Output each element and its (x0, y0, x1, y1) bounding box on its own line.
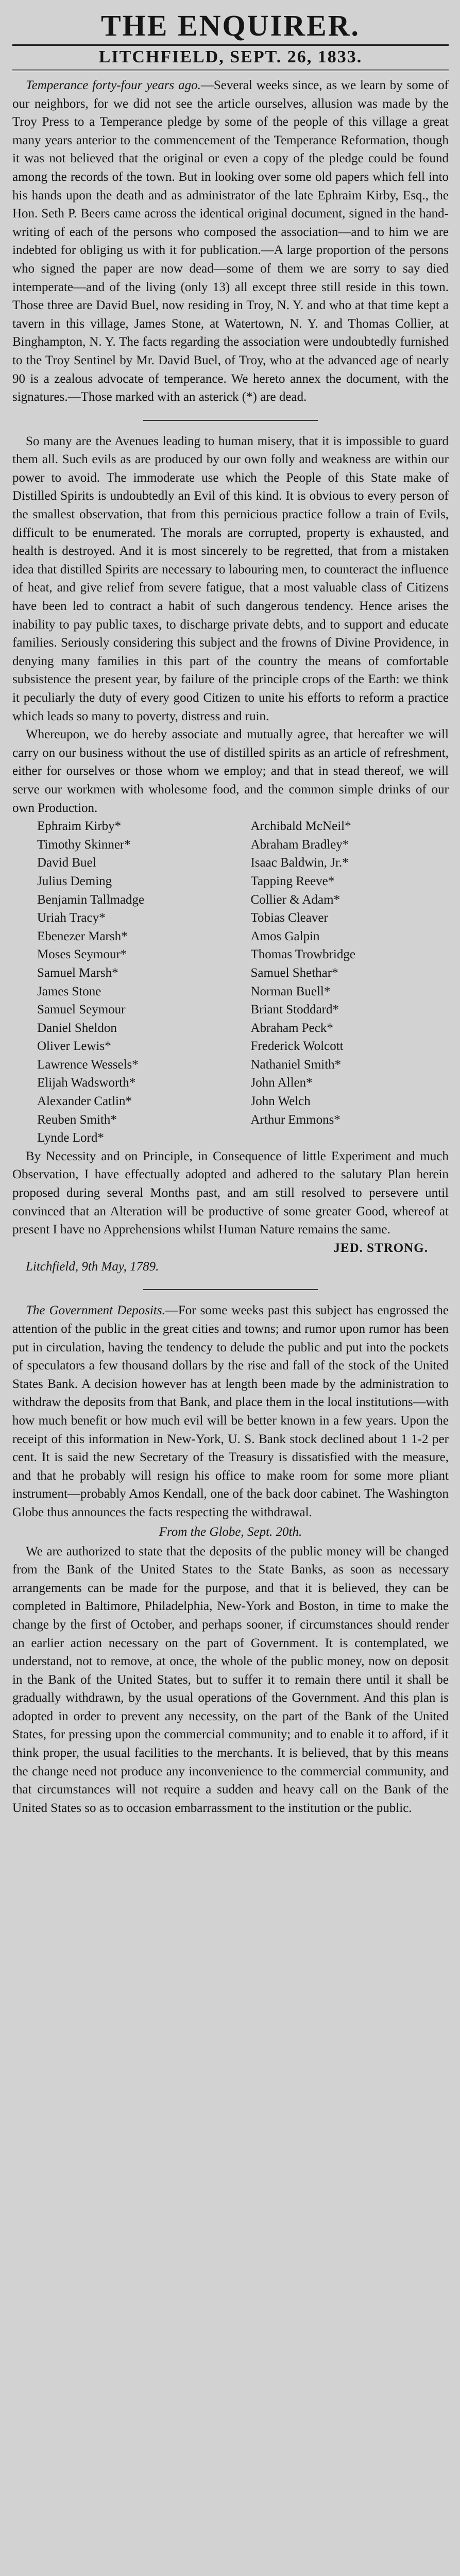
signer-name: Oliver Lewis* (37, 1039, 111, 1054)
place-date: Litchfield, 9th May, 1789. (26, 1259, 159, 1274)
pledge-paragraph-2: Whereupon, we do hereby associate and mutually agree, that hereafter we will carry on our business without the use of distilled spirits as an article of refreshment, either for ourselves or those whom we employ; and that in stead thereof, we will serve our workmen with wholesome food, and the common simple drinks of our own Production. (12, 727, 449, 815)
signature-name: JED. STRONG. (333, 1241, 428, 1255)
signer-name: Benjamin Tallmadge (37, 892, 145, 907)
signers-column-right (251, 817, 449, 1147)
signer-name: Samuel Shethar* (250, 965, 338, 980)
temperance-paragraph (12, 76, 449, 406)
signer-name: Julius Deming (37, 874, 112, 888)
signer-name: Arthur Emmons* (250, 1112, 340, 1127)
signer-name: John Welch (250, 1094, 311, 1109)
signer-name: Lawrence Wessels* (37, 1057, 139, 1072)
dateline: LITCHFIELD, SEPT. 26, 1833. (12, 44, 449, 71)
signer-name: James Stone (37, 984, 101, 998)
signer-name: Ebenezer Marsh* (37, 929, 128, 943)
deposits-heading: The Government Deposits. (26, 1303, 165, 1318)
signature-line (12, 1239, 449, 1258)
experience-paragraph: By Necessity and on Principle, in Consequence of little Experiment and much Observation, I have effectually adopted and adhered to the salutary Plan herein proposed during several Months past, and am still resolved to persevere until convinced that an Alteration will be productive of some greater Good, whereof at present I have no Apprehensions whilst Human Nature remains the same. (12, 1149, 449, 1237)
signer-name: Tapping Reeve* (250, 874, 335, 888)
signer-name: Tobias Cleaver (250, 911, 328, 925)
section-divider (143, 1289, 318, 1290)
signer-name: Abraham Peck* (250, 1021, 333, 1035)
signers-column-left (37, 817, 235, 1147)
deposits-article (12, 1301, 449, 1817)
section-divider (143, 420, 318, 421)
signer-name: Lynde Lord* (37, 1131, 104, 1145)
signer-name: Briant Stoddard* (250, 1003, 339, 1017)
signer-name: Archibald McNeil* (250, 819, 351, 834)
temperance-body: —Several weeks since, as we learn by some of our neighbors, for we did not see the article ourselves, allusion was made by the Troy Press to a Temperance pledge by some of the people of this village a great many years anterior to the commencement of the Temperance Reformation, though it was not believed that the original or even a copy of the pledge could be found among the records of the town. But in looking over some old papers which fell into his hands upon the death and as administrator of the late Ephraim Kirby, Esq., the Hon. Seth P. Beers came across the identical original document, signed in the hand-writing of each of the persons who composed the association—and to him we are indebted for obliging us with it for publication.—A large proportion of the persons who signed the paper are now dead—some of them we are sorry to say died intemperate—and of the living (only 13) all except three still reside in this town. Those three are David Buel, now residing in Troy, N. Y. and who at that time kept a tavern in this village, James Stone, at Watertown, N. Y. and Thomas Collier, at Binghampton, N. Y. The facts regarding the association were undoubtedly furnished to the Troy Sentinel by Mr. David Buel, of Troy, who at the advanced age of nearly 90 is a zealous advocate of temperance. We hereto annex the document, with the signatures.—Those marked with an asterick (*) are dead. (12, 78, 449, 404)
signer-name: Abraham Bradley* (250, 837, 349, 852)
deposits-body: —For some weeks past this subject has engrossed the attention of the public in the great cities and towns; and rumor upon rumor has been put in circulation, having the tendency to delude the public and put into the pockets of speculators a few thousand dollars by the rise and fall of the stock of the United States Bank. A decision however has at length been made by the administration to withdraw the deposits from that Bank, and place them in the local institutions—with how much benefit or how much evil will be better known in a few years. Upon the receipt of this information in New-York, U. S. Bank stock declined about 1 1-2 per cent. It is said the new Secretary of the Treasury is dissatisfied with the measure, and that he probably will resign his office to make room for some more pliant instrument—probably Amos Kendall, one of the back door cabinet. The Washington Globe thus announces the facts respecting the withdrawal. (12, 1303, 449, 1519)
signers-list (12, 817, 449, 1147)
globe-paragraph: We are authorized to state that the deposits of the public money will be changed from the Bank of the United States to the State Banks, as soon as necessary arrangements can be made for the purpose, and that it is believed, they can be completed in Baltimore, Philadelphia, New-York and Boston, in time to make the change by the first of October, and perhaps sooner, if circumstances should render an earlier action necessary on the part of Government. It is contemplated, we understand, not to remove, at once, the whole of the public money, now on deposit in the Bank of the United States, but to suffer it to remain there until it shall be gradually withdrawn, by the usual operations of the Government. And this plan is adopted in order to prevent any necessity, on the part of the Bank of the United States, for pressing upon the commercial community; and to enable it to afford, if it think proper, the usual facilities to the merchants. It is believed, that by this means the change need not produce any inconvenience to the commercial community, and that circumstances will not require a sudden and heavy call on the Bank of the United States so as to occasion embarrassment to the institution or the public. (12, 1544, 449, 1815)
deposits-paragraph (12, 1301, 449, 1521)
temperance-heading: Temperance forty-four years ago. (26, 78, 201, 92)
signer-name: Daniel Sheldon (37, 1021, 117, 1035)
masthead-title: THE ENQUIRER. (100, 9, 361, 42)
pledge-paragraph-1: So many are the Avenues leading to human misery, that it is impossible to guard them all. Such evils as are produced by our own folly and weakness are within our power to avoid. The immoderate use which the People of this State make of Distilled Spirits is undoubtedly an Evil of this kind. It is obvious to every person of the smallest observation, that from this pernicious practice follow a train of Evils, difficult to be enumerated. The morals are corrupted, property is exhausted, and health is destroyed. And it is most sincerely to be regretted, that from a mistaken idea that distilled Spirits are necessary to labouring men, to counteract the influence of heat, and give relief from severe fatigue, that a most valuable class of Citizens have been led to contract a habit of such dangerous tendency. Hence arises the inability to pay public taxes, to discharge private debts, and to support and educate families. Seriously considering this subject and the frowns of Divine Providence, in denying many families in this part of the country the means of comfortable subsistence the present year, by failure of the principle crops of the Earth: we think it peculiarly the duty of every good Citizen to unite his efforts to reform a practice which leads so many to poverty, distress and ruin. (12, 434, 449, 723)
signer-name: Samuel Seymour (37, 1003, 126, 1017)
signer-name: Ephraim Kirby* (37, 819, 122, 834)
signer-name: John Allen* (250, 1076, 313, 1090)
pledge-article (12, 432, 449, 1276)
signer-name: Alexander Catlin* (37, 1094, 132, 1109)
signer-name: Nathaniel Smith* (250, 1057, 342, 1072)
signer-name: Samuel Marsh* (37, 965, 118, 980)
globe-subhead: From the Globe, Sept. 20th. (159, 1524, 302, 1539)
signer-name: Frederick Wolcott (250, 1039, 344, 1054)
signer-name: Reuben Smith* (37, 1112, 117, 1127)
signer-name: Isaac Baldwin, Jr.* (250, 856, 349, 870)
signer-name: Timothy Skinner* (37, 837, 131, 852)
signer-name: Elijah Wadsworth* (37, 1076, 136, 1090)
signer-name: Collier & Adam* (250, 892, 340, 907)
signer-name: Uriah Tracy* (37, 911, 106, 925)
signer-name: Norman Buell* (250, 984, 331, 998)
signer-name: Thomas Trowbridge (250, 947, 355, 962)
temperance-article (12, 76, 449, 406)
signer-name: Moses Seymour* (37, 947, 127, 962)
signer-name: David Buel (37, 856, 96, 870)
signer-name: Amos Galpin (250, 929, 320, 943)
